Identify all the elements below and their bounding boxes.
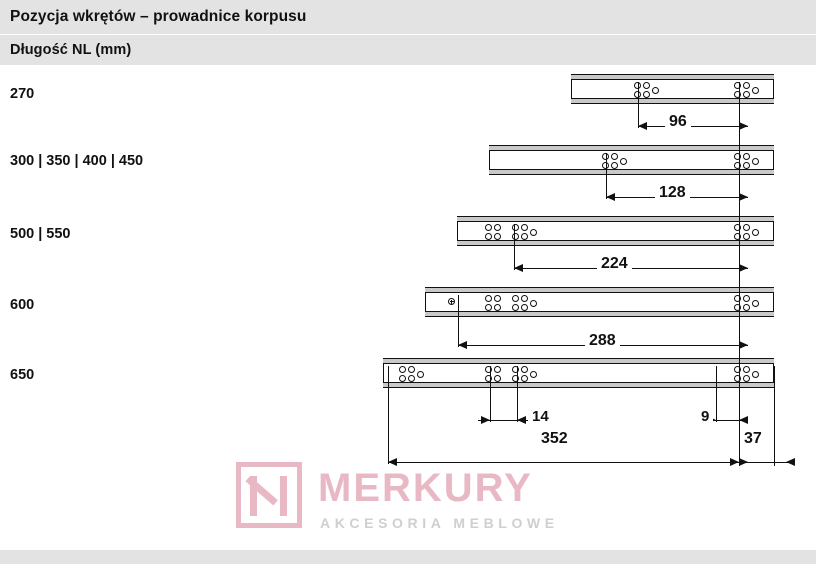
rail-500-550 xyxy=(457,216,774,246)
row-label-270: 270 xyxy=(10,86,35,102)
screw-holes-650-mid-left xyxy=(485,366,505,382)
ext-line-9-left xyxy=(716,366,717,422)
dim-text-9: 9 xyxy=(697,408,713,425)
page-title: Pozycja wkrętów – prowadnice korpusu xyxy=(10,8,307,25)
dim-arrow-96-right xyxy=(739,122,748,130)
watermark xyxy=(236,462,656,550)
dim-text-224: 224 xyxy=(597,255,632,273)
footer-bar xyxy=(0,550,816,564)
dim-text-37: 37 xyxy=(740,430,766,448)
watermark-tagline: AKCESORIA MEBLOWE xyxy=(320,515,559,531)
dim-arrow-224-right xyxy=(739,264,748,272)
dim-arrow-352-right xyxy=(730,458,739,466)
screw-holes-500-middle xyxy=(512,224,542,240)
column-header-length: Długość NL (mm) xyxy=(10,42,132,58)
ext-line-14-right xyxy=(517,366,518,422)
dim-text-288: 288 xyxy=(585,332,620,350)
watermark-name: MERKURY xyxy=(318,466,533,510)
screw-holes-600-middle xyxy=(512,295,542,311)
dim-text-96: 96 xyxy=(665,113,691,131)
dim-arrow-9-right xyxy=(739,416,748,424)
dim-arrow-224-left xyxy=(514,264,523,272)
dim-arrow-288-left xyxy=(458,341,467,349)
row-label-600: 600 xyxy=(10,297,35,313)
row-label-650: 650 xyxy=(10,367,35,383)
dim-text-352: 352 xyxy=(537,430,572,448)
row-label-300-450: 300 | 350 | 400 | 450 xyxy=(10,153,144,169)
row-label-500-550: 500 | 550 xyxy=(10,226,71,242)
ext-line-37-right xyxy=(774,366,775,466)
dim-arrow-14-right xyxy=(517,416,526,424)
dim-arrow-128-left xyxy=(606,193,615,201)
dim-arrow-288-right xyxy=(739,341,748,349)
screw-holes-650-left xyxy=(399,366,429,382)
ext-line-352-left xyxy=(388,366,389,464)
dim-text-128: 128 xyxy=(655,184,690,202)
dim-text-14: 14 xyxy=(528,408,553,425)
dim-arrow-37-left xyxy=(739,458,748,466)
screw-holes-500-left xyxy=(485,224,505,240)
screw-hole-600-single xyxy=(448,298,458,308)
dim-line-96 xyxy=(638,126,748,127)
rail-270 xyxy=(571,74,774,104)
header-title-bar xyxy=(0,0,816,34)
ext-line-14-left xyxy=(490,366,491,422)
rail-600 xyxy=(425,287,774,317)
screw-holes-600-left xyxy=(485,295,505,311)
ext-line-main-right xyxy=(739,82,740,466)
header-subtitle-bar xyxy=(0,35,816,65)
merkury-logo-icon xyxy=(236,462,302,528)
dim-arrow-128-right xyxy=(739,193,748,201)
dim-arrow-96-left xyxy=(638,122,647,130)
dim-arrow-14-left xyxy=(481,416,490,424)
dim-arrow-37-right xyxy=(786,458,795,466)
ext-line-288-left xyxy=(458,295,459,347)
rail-300-450 xyxy=(489,145,774,175)
